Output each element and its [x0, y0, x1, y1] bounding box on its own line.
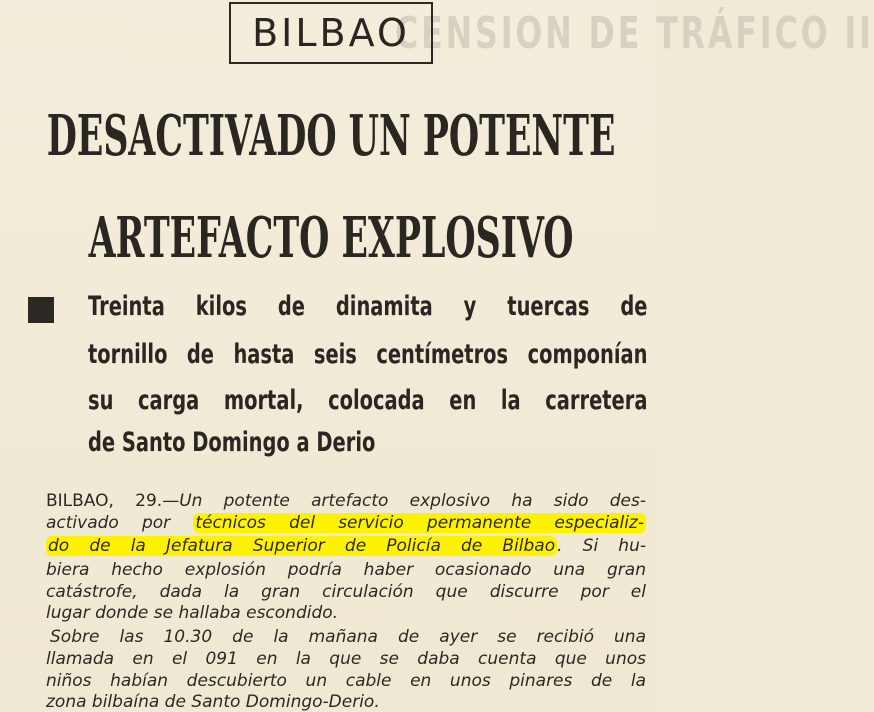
highlighted-text-2: do de la Jefatura Superior de Policía de Bilbao — [48, 536, 556, 556]
dateline: BILBAO, 29. — [46, 491, 163, 511]
bleed-through-text: CENSION DE TRÁFICO II — [395, 8, 874, 59]
deck-bullet-icon — [28, 297, 54, 323]
body-line-5: catástrofe, dada la gran circulación que discurre por el — [46, 582, 646, 602]
deck-line-2: tornillo de hasta seis centímetros componían — [88, 339, 648, 370]
deck-line-4: de Santo Domingo a Derio — [88, 427, 376, 458]
deck-line-3: su carga mortal, colocada en la carretera — [88, 385, 648, 416]
body-line-8: llamada en el 091 en la que se daba cuenta que unos — [46, 649, 646, 669]
body-line-1 — [46, 491, 646, 511]
body-line-2-text: activado por — [46, 513, 194, 533]
body-line-4: biera hecho explosión podría haber ocasionado una gran — [46, 560, 646, 580]
deck-line-1: Treinta kilos de dinamita y tuercas de — [88, 291, 648, 322]
highlighted-text-1: técnicos del servicio permanente especializ- — [195, 513, 644, 533]
headline-line-1: DESACTIVADO UN POTENTE — [46, 103, 616, 169]
body-line-9: niños habían descubierto un cable en unos pinares de la — [46, 671, 646, 691]
body-line-1-text: —Un potente artefacto explosivo ha sido des- — [162, 491, 646, 511]
body-line-3 — [46, 536, 646, 556]
section-label: BILBAO — [229, 2, 433, 64]
body-line-10: zona bilbaína de Santo Domingo-Derio. — [46, 692, 380, 712]
body-line-7: Sobre las 10.30 de la mañana de ayer se recibió una — [50, 627, 646, 647]
body-line-3-text: . Si hu- — [557, 536, 646, 556]
body-line-6: lugar donde se hallaba escondido. — [46, 603, 339, 623]
body-line-2 — [46, 513, 646, 533]
headline-line-2: ARTEFACTO EXPLOSIVO — [88, 205, 574, 271]
